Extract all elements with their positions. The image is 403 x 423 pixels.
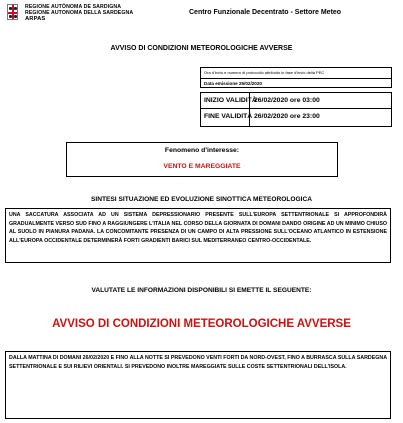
validity-box xyxy=(200,92,392,127)
phenomenon-box xyxy=(66,142,338,177)
alert-title: AVVISO DI CONDIZIONI METEOROLOGICHE AVVERSE xyxy=(52,318,351,330)
validity-end-value: 26/02/2020 ore 23:00 xyxy=(254,113,320,120)
phenomenon-value: VENTO E MAREGGIATE xyxy=(163,163,241,170)
synopsis-heading: SINTESI SITUAZIONE ED EVOLUZIONE SINOTTICA METEOROLOGICA xyxy=(90,196,313,203)
validity-start-label: INIZIO VALIDITÀ xyxy=(204,97,257,104)
sardinia-four-moors-logo-icon xyxy=(7,4,18,20)
alert-box xyxy=(5,351,391,419)
validity-end-label: FINE VALIDITÀ xyxy=(204,113,253,120)
protocol-box xyxy=(200,67,392,88)
evaluation-text: VALUTATE LE INFORMAZIONI DISPONIBILI SI EMETTE IL SEGUENTE: xyxy=(91,287,312,294)
org-line-3: ARPAS xyxy=(25,16,46,22)
org-line-2: REGIONE AUTONOMA DELLA SARDEGNA xyxy=(25,10,134,16)
validity-start-value: 26/02/2020 ore 03:00 xyxy=(254,97,320,104)
org-line-1: REGIONE AUTÒNOMA DE SARDIGNA xyxy=(25,4,122,10)
protocol-note: Ora d'invio e numero di protocollo attribuito in fase d'invio della PEC xyxy=(204,70,325,75)
document-title: AVVISO DI CONDIZIONI METEOROLOGICHE AVVERSE xyxy=(110,45,293,52)
issue-date: Data emissione 25/02/2020 xyxy=(204,81,262,86)
phenomenon-label: Fenomeno d'interesse: xyxy=(164,147,240,154)
synopsis-box xyxy=(5,208,391,263)
centre-name: Centro Funzionale Decentrato - Settore Meteo xyxy=(189,9,342,16)
alert-text: DALLA MATTINA DI DOMANI 26/02/2020 E FINO ALLA NOTTE SI PREVEDONO VENTI FORTI DA NORD-OVEST, FINO A BURRASCA SULLA SARDEGNA SETTENTRIONALE E SUI RILIEVI ORIENTALI. SI PREVEDONO INOLTRE MAREGGIATE SULLE COSTE SETTENTRIONALI DELL'ISOLA. xyxy=(9,355,387,370)
synopsis-text: UNA SACCATURA ASSOCIATA AD UN SISTEMA DEPRESSIONARIO PRESENTE SULL'EUROPA SETTENTRIONALE SI APPROFONDIRÀ GRADUALMENTE VERSO SUD FINO A RAGGIUNGERE L'ITALIA NEL CORSO DELLA GIORNATA DI DOMANI DANDO ORIGINE AD UN MINIMO CHIUSO AL SUOLO IN PIANURA PADANA. LA CONCOMITANTE PRESENZA DI UN CAMPO DI ALTA PRESSIONE SULL'OCEANO ATLANTICO IN ESTENSIONE ALL'EUROPA OCCIDENTALE DETERMINERÀ FORTI GRADIENTI BARICI SUL MEDITERRANEO CENTRO-OCCIDENTALE. xyxy=(9,212,387,244)
